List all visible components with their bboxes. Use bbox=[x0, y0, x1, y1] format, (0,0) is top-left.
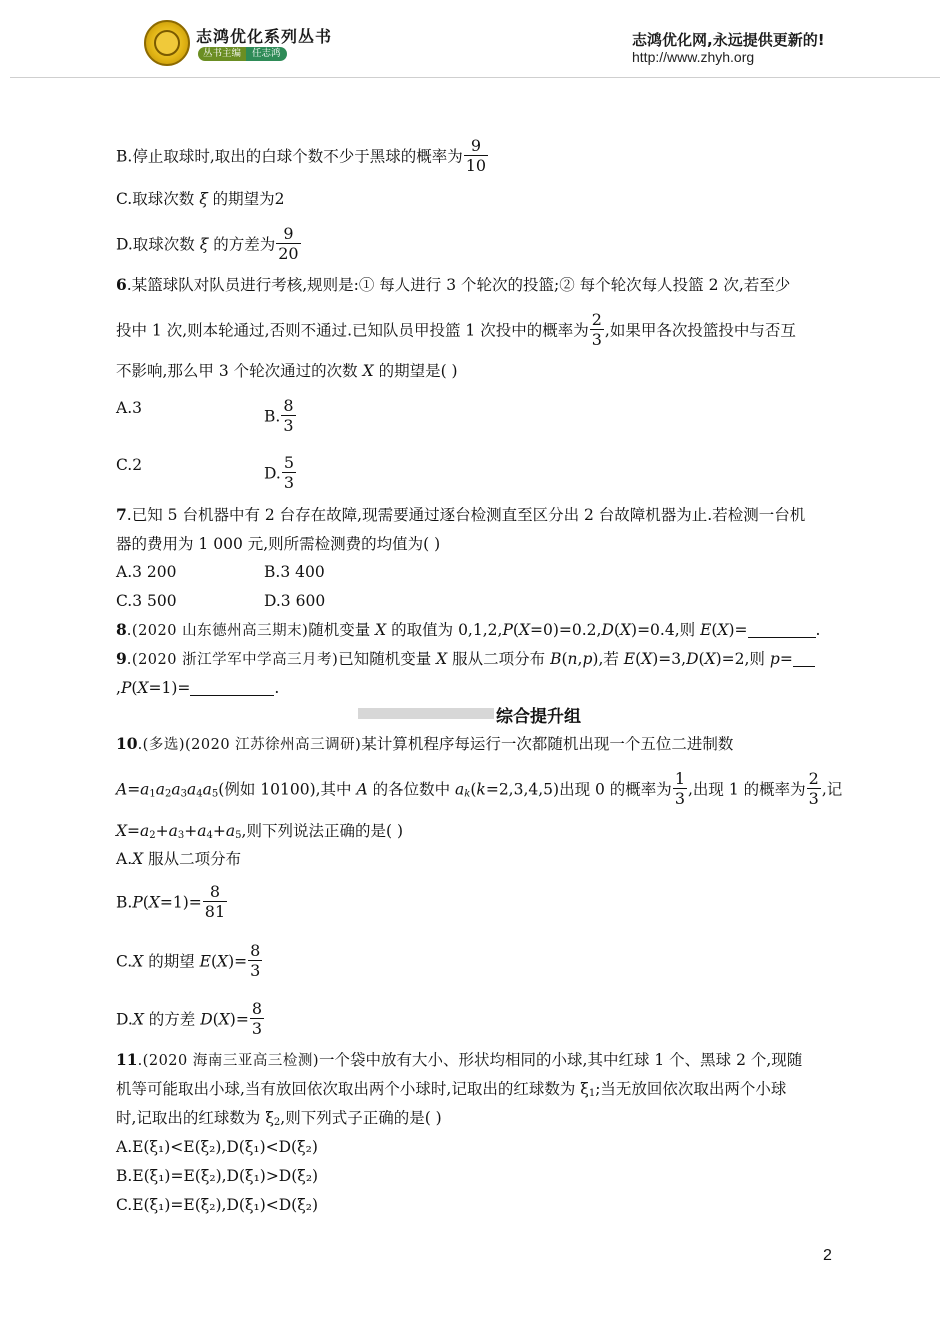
editor-name: 任志鸿 bbox=[246, 47, 287, 61]
section-title: 综合提升组 bbox=[496, 707, 581, 727]
q6-stem-line-3: 不影响,那么甲 3 个轮次通过的次数 X 的期望是( ) bbox=[116, 362, 458, 380]
q7-option-b: B.3 400 bbox=[264, 563, 325, 581]
fraction: $\frac{2}{3}$ bbox=[591, 310, 602, 349]
q7-option-d: D.3 600 bbox=[264, 592, 326, 610]
series-logo-icon bbox=[144, 20, 190, 66]
q9-stem-line-1: 9.(2020 浙江学军中学高三月考)已知随机变量 X 服从二项分布 B(n,p),若 E(X)=3,D(X)=2,则 p= bbox=[116, 649, 815, 670]
q5-option-c: C.取球次数 ξ 的期望为2 bbox=[116, 190, 285, 208]
fraction: $\frac{9}{10}$ bbox=[465, 136, 487, 175]
answer-blank[interactable] bbox=[793, 651, 815, 667]
q10-option-d: D.X 的方差 D(X)= $\frac{8}{3}$ bbox=[116, 999, 262, 1038]
q7-stem-line-1: 7.已知 5 台机器中有 2 台存在故障,现需要通过逐台检测直至区分出 2 台故障机器为止.若检测一台机 bbox=[116, 505, 806, 524]
q6-option-d: D. $\frac{5}{3}$ bbox=[264, 453, 294, 492]
q10-stem-line-2: $A=a_1a_2a_3a_4a_5$(例如 10100),其中 A 的各位数中 $a_k(k=2,3,4,5)$出现 0 的概率为 $\frac{1}{3}$ ,出现 1 的概率为 $\frac{2}{3}$ ,记 bbox=[116, 769, 843, 808]
fraction: $\frac{5}{3}$ bbox=[283, 453, 294, 492]
q10-option-a: A.X 服从二项分布 bbox=[116, 850, 242, 868]
fraction: $\frac{8}{81}$ bbox=[204, 882, 226, 921]
series-title: 志鸿优化系列丛书 bbox=[196, 27, 333, 46]
q7-option-a: A.3 200 bbox=[116, 563, 177, 581]
q10-option-b: B.P(X=1)= $\frac{8}{81}$ bbox=[116, 882, 226, 921]
q11-option-a: A.E(ξ₁)<E(ξ₂),D(ξ₁)<D(ξ₂) bbox=[116, 1138, 318, 1156]
fraction: $\frac{1}{3}$ bbox=[674, 769, 685, 808]
fraction: $\frac{9}{20}$ bbox=[278, 224, 299, 263]
q11-option-b: B.E(ξ₁)=E(ξ₂),D(ξ₁)>D(ξ₂) bbox=[116, 1167, 319, 1185]
q5-option-b: B.停止取球时,取出的白球个数不少于黑球的概率为 $\frac{9}{10}$ bbox=[116, 136, 487, 175]
q7-option-c: C.3 500 bbox=[116, 592, 177, 610]
site-slogan: 志鸿优化网,永远提供更新的! bbox=[632, 31, 825, 49]
q11-option-c: C.E(ξ₁)=E(ξ₂),D(ξ₁)<D(ξ₂) bbox=[116, 1196, 318, 1214]
q10-option-c: C.X 的期望 E(X)= $\frac{8}{3}$ bbox=[116, 941, 261, 980]
answer-blank[interactable] bbox=[190, 680, 274, 696]
fraction: $\frac{2}{3}$ bbox=[808, 769, 819, 808]
q6-stem-line-1: 6.某篮球队对队员进行考核,规则是:① 每人进行 3 个轮次的投篮;② 每个轮次每人投篮 2 次,若至少 bbox=[116, 275, 791, 294]
editor-badge bbox=[198, 47, 287, 61]
q8-stem: 8.(2020 山东德州高三期末)随机变量 X 的取值为 0,1,2,P(X=0)=0.2,D(X)=0.4,则 E(X)= . bbox=[116, 620, 821, 639]
q10-stem-line-1: 10.(多选)(2020 江苏徐州高三调研)某计算机程序每运行一次都随机出现一个五位二进制数 bbox=[116, 734, 734, 753]
q9-stem-line-2: ,P(X=1)= . bbox=[116, 679, 280, 697]
q11-stem-line-2: 机等可能取出小球,当有放回依次取出两个小球时,记取出的红球数为 $\xi_1$;当无放回依次取出两个小球 bbox=[116, 1080, 787, 1099]
section-bar bbox=[358, 708, 494, 719]
q5-option-d: D.取球次数 ξ 的方差为 $\frac{9}{20}$ bbox=[116, 224, 299, 263]
page-number: 2 bbox=[823, 1247, 832, 1264]
fraction: $\frac{8}{3}$ bbox=[251, 999, 262, 1038]
answer-blank[interactable] bbox=[748, 622, 816, 638]
fraction: $\frac{8}{3}$ bbox=[250, 941, 261, 980]
q10-stem-line-3: $X=a_2+a_3+a_4+a_5$,则下列说法正确的是( ) bbox=[116, 822, 403, 841]
q6-stem-line-2: 投中 1 次,则本轮通过,否则不通过.已知队员甲投篮 1 次投中的概率为 $\frac{2}{3}$ ,如果甲各次投篮投中与否互 bbox=[116, 310, 796, 349]
header-divider bbox=[10, 77, 940, 78]
page-header bbox=[0, 0, 950, 80]
editor-label: 丛书主编 bbox=[198, 47, 246, 61]
site-url[interactable]: http://www.zhyh.org bbox=[632, 49, 755, 65]
q7-stem-line-2: 器的费用为 1 000 元,则所需检测费的均值为( ) bbox=[116, 535, 441, 553]
fraction: $\frac{8}{3}$ bbox=[283, 396, 294, 435]
q6-option-c: C.2 bbox=[116, 456, 143, 474]
q6-option-b: B. $\frac{8}{3}$ bbox=[264, 396, 294, 435]
q11-stem-line-1: 11.(2020 海南三亚高三检测)一个袋中放有大小、形状均相同的小球,其中红球 1 个、黑球 2 个,现随 bbox=[116, 1050, 803, 1069]
q6-option-a: A.3 bbox=[116, 399, 142, 417]
q11-stem-line-3: 时,记取出的红球数为 $\xi_2$,则下列式子正确的是( ) bbox=[116, 1109, 442, 1128]
